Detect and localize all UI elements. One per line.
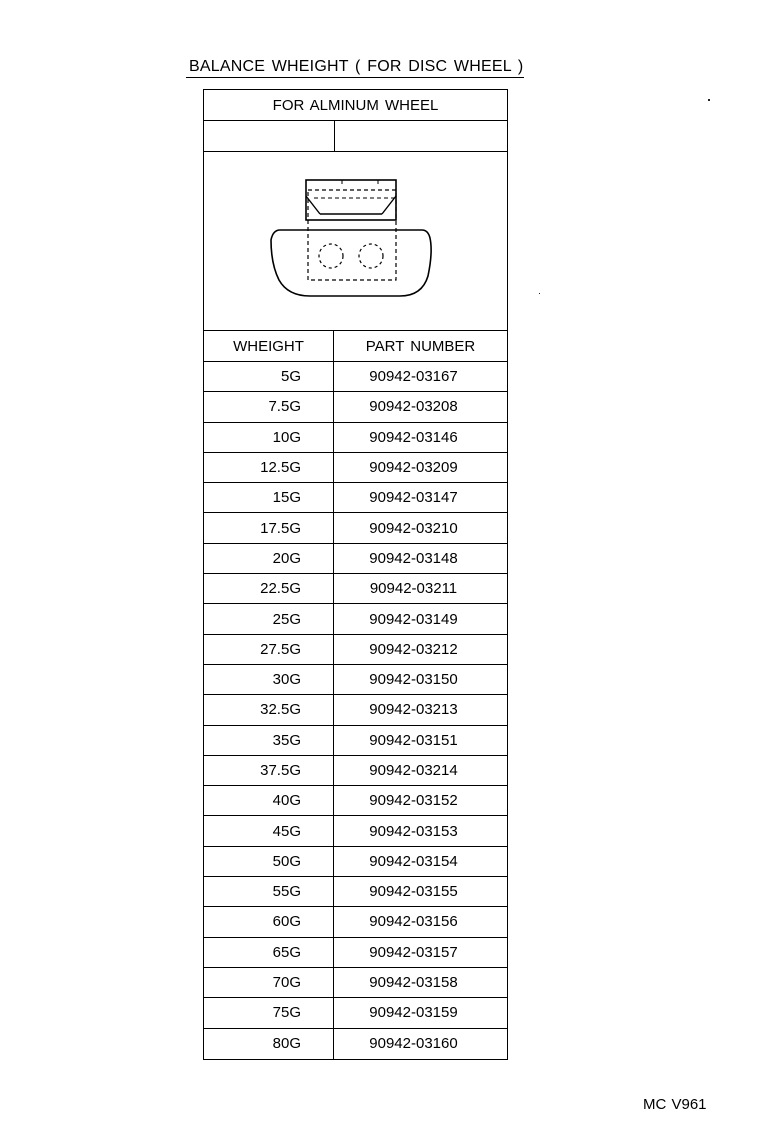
part-number-cell: 90942-03159 bbox=[369, 1004, 458, 1022]
stray-mark bbox=[539, 293, 540, 294]
part-number-cell: 90942-03156 bbox=[369, 913, 458, 931]
part-number-cell: 90942-03158 bbox=[369, 974, 458, 992]
weight-cell: 55G bbox=[204, 877, 334, 906]
table-row bbox=[204, 392, 507, 422]
blank-row bbox=[204, 121, 507, 152]
weight-cell: 25G bbox=[204, 604, 334, 633]
footer-code: MC V961 bbox=[643, 1096, 707, 1113]
table-header-label: FOR ALMINUM WHEEL bbox=[272, 96, 439, 114]
column-headers bbox=[204, 331, 507, 362]
part-number-cell: 90942-03160 bbox=[369, 1035, 458, 1053]
table-row bbox=[204, 816, 507, 846]
table-row bbox=[204, 513, 507, 543]
weight-cell: 50G bbox=[204, 847, 334, 876]
table-row bbox=[204, 938, 507, 968]
stray-mark bbox=[708, 99, 710, 101]
part-number-cell: 90942-03155 bbox=[369, 883, 458, 901]
weight-cell: 10G bbox=[204, 423, 334, 452]
blank-cell-left bbox=[204, 121, 335, 151]
weight-cell: 65G bbox=[204, 938, 334, 967]
part-number-cell: 90942-03151 bbox=[369, 731, 458, 749]
part-number-cell: 90942-03209 bbox=[369, 459, 458, 477]
table-row bbox=[204, 695, 507, 725]
weight-cell: 7.5G bbox=[204, 392, 334, 421]
hidden-hole-right bbox=[359, 244, 383, 268]
table-row bbox=[204, 786, 507, 816]
weight-cell: 60G bbox=[204, 907, 334, 936]
title-underline bbox=[186, 77, 524, 78]
table-row bbox=[204, 574, 507, 604]
weight-body-outline bbox=[271, 230, 431, 296]
weight-diagram-cell bbox=[204, 152, 507, 331]
weight-cell: 40G bbox=[204, 786, 334, 815]
table-row bbox=[204, 877, 507, 907]
weight-cell: 30G bbox=[204, 665, 334, 694]
part-number-cell: 90942-03146 bbox=[369, 428, 458, 446]
weight-cell: 17.5G bbox=[204, 513, 334, 542]
weight-cell: 12.5G bbox=[204, 453, 334, 482]
part-number-cell: 90942-03153 bbox=[369, 822, 458, 840]
part-number-cell: 90942-03212 bbox=[369, 640, 458, 658]
table-row bbox=[204, 726, 507, 756]
column-header-weight: WHEIGHT bbox=[204, 331, 334, 361]
balance-weight-diagram bbox=[204, 152, 506, 330]
table-row bbox=[204, 635, 507, 665]
page-title: BALANCE WHEIGHT ( FOR DISC WHEEL ) bbox=[189, 58, 524, 75]
part-number-cell: 90942-03150 bbox=[369, 671, 458, 689]
part-number-cell: 90942-03208 bbox=[369, 398, 458, 416]
weight-cell: 5G bbox=[204, 362, 334, 391]
table-row bbox=[204, 453, 507, 483]
weight-cell: 22.5G bbox=[204, 574, 334, 603]
table-row bbox=[204, 998, 507, 1028]
table-row bbox=[204, 483, 507, 513]
weight-cell: 45G bbox=[204, 816, 334, 845]
table-header bbox=[204, 90, 507, 121]
column-header-part-number: PART NUMBER bbox=[365, 337, 476, 355]
table-row bbox=[204, 847, 507, 877]
weight-cell: 32.5G bbox=[204, 695, 334, 724]
table-row bbox=[204, 423, 507, 453]
part-number-cell: 90942-03157 bbox=[369, 943, 458, 961]
table-row bbox=[204, 1029, 507, 1059]
weight-cell: 20G bbox=[204, 544, 334, 573]
hidden-hole-left bbox=[319, 244, 343, 268]
weight-cell: 35G bbox=[204, 726, 334, 755]
table-row bbox=[204, 968, 507, 998]
part-number-cell: 90942-03147 bbox=[369, 489, 458, 507]
table-row bbox=[204, 544, 507, 574]
part-number-cell: 90942-03149 bbox=[369, 610, 458, 628]
weight-cell: 27.5G bbox=[204, 635, 334, 664]
weight-cell: 70G bbox=[204, 968, 334, 997]
part-number-cell: 90942-03211 bbox=[369, 580, 458, 598]
table-row bbox=[204, 604, 507, 634]
part-number-cell: 90942-03213 bbox=[369, 701, 458, 719]
part-number-cell: 90942-03154 bbox=[369, 852, 458, 870]
weight-cell: 15G bbox=[204, 483, 334, 512]
table-row bbox=[204, 756, 507, 786]
weight-cell: 37.5G bbox=[204, 756, 334, 785]
weight-cell: 75G bbox=[204, 998, 334, 1027]
part-number-cell: 90942-03152 bbox=[369, 792, 458, 810]
table-row bbox=[204, 907, 507, 937]
table-row bbox=[204, 362, 507, 392]
part-number-cell: 90942-03167 bbox=[369, 368, 458, 386]
weight-cell: 80G bbox=[204, 1029, 334, 1059]
table-body bbox=[204, 362, 507, 1059]
part-number-cell: 90942-03214 bbox=[369, 762, 458, 779]
balance-weight-table bbox=[203, 89, 508, 1060]
part-number-cell: 90942-03210 bbox=[369, 519, 458, 537]
part-number-cell: 90942-03148 bbox=[369, 549, 458, 567]
table-row bbox=[204, 665, 507, 695]
